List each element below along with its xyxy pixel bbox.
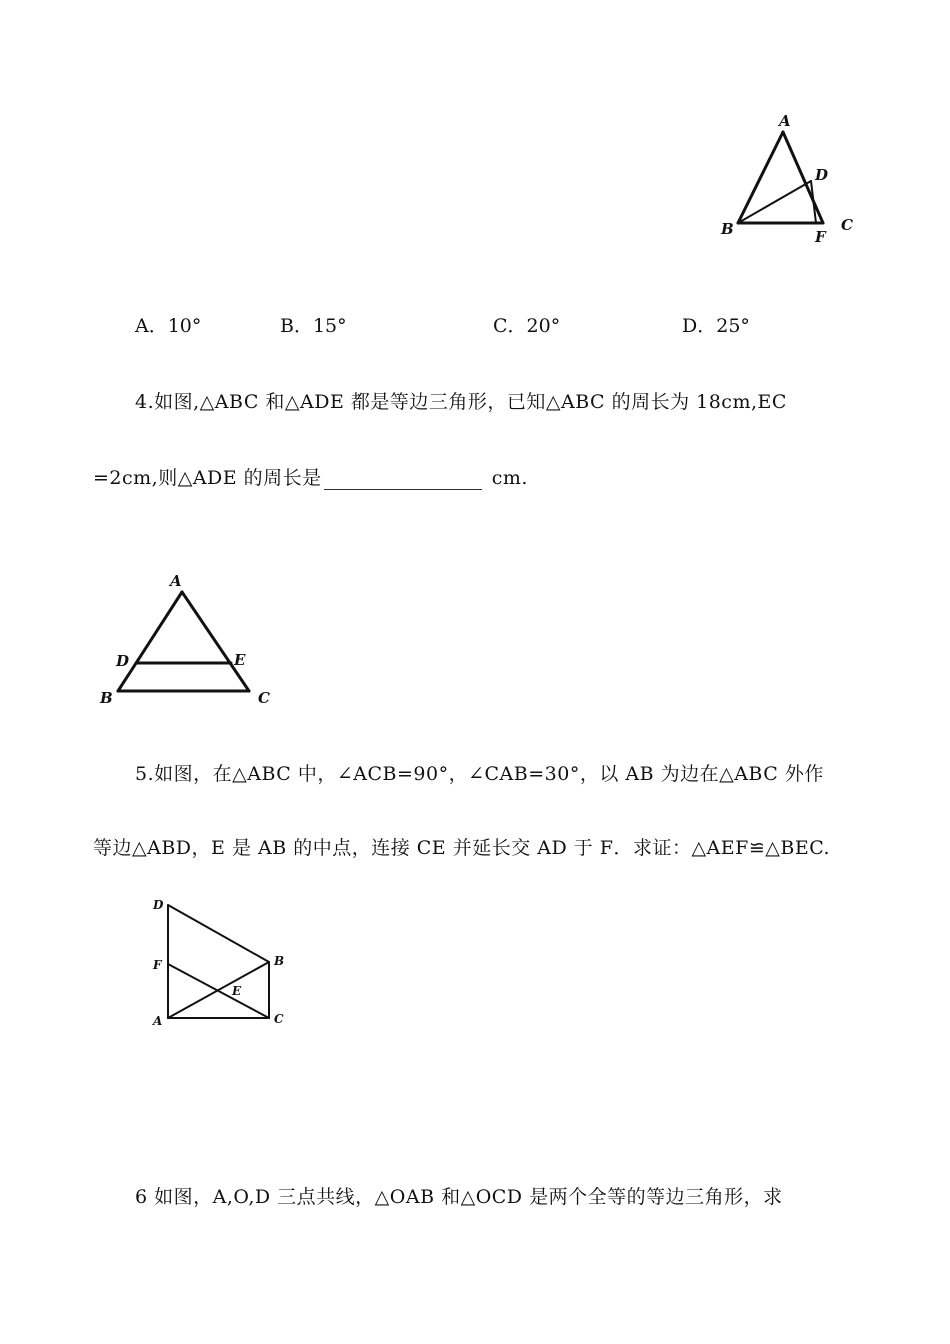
- q4-label-e: E: [234, 651, 246, 669]
- q3-option-c: C．20°: [493, 315, 561, 337]
- q4-line-2-text: =2cm,则△ADE 的周长是: [93, 467, 322, 489]
- q5-figure: [150, 893, 300, 1033]
- q3-label-b: B: [721, 220, 734, 238]
- q3-option-d: D．25°: [682, 315, 750, 337]
- q5-segment-db: [168, 905, 269, 962]
- q4-side-ab: [118, 592, 182, 691]
- q5-line-2: 等边△ABD，E 是 AB 的中点，连接 CE 并延长交 AD 于 F．求证：△AEF≌△BEC.: [93, 837, 831, 859]
- q4-label-d: D: [116, 652, 130, 670]
- q4-answer-blank[interactable]: [324, 470, 482, 490]
- q5-label-e: E: [232, 984, 242, 998]
- q4-line-2: [93, 463, 528, 490]
- q4-side-ac: [182, 592, 249, 691]
- q4-label-a: A: [170, 572, 182, 590]
- q5-label-d: D: [153, 898, 164, 912]
- q6-line-1: 6 如图，A,O,D 三点共线，△OAB 和△OCD 是两个全等的等边三角形，求: [135, 1186, 783, 1208]
- q4-label-c: C: [258, 689, 270, 707]
- q3-triangle-figure: [715, 112, 865, 247]
- q3-label-a: A: [779, 112, 791, 130]
- q4-label-b: B: [100, 689, 113, 707]
- q5-line-1: 5.如图，在△ABC 中，∠ACB=90°，∠CAB=30°，以 AB 为边在△ABC 外作: [135, 763, 824, 785]
- q3-label-d: D: [815, 166, 829, 184]
- q3-label-f: F: [815, 228, 826, 246]
- q3-option-b: B．15°: [280, 315, 347, 337]
- q3-label-c: C: [841, 216, 853, 234]
- q5-label-c: C: [274, 1012, 284, 1026]
- q4-unit: cm.: [491, 467, 528, 489]
- q5-label-b: B: [274, 954, 285, 968]
- q5-label-f: F: [153, 958, 162, 972]
- q3-option-a: A．10°: [135, 315, 202, 337]
- q5-label-a: A: [153, 1014, 163, 1028]
- q4-line-1: 4.如图,△ABC 和△ADE 都是等边三角形，已知△ABC 的周长为 18cm,EC: [135, 391, 787, 413]
- q4-triangle-figure: [98, 570, 278, 710]
